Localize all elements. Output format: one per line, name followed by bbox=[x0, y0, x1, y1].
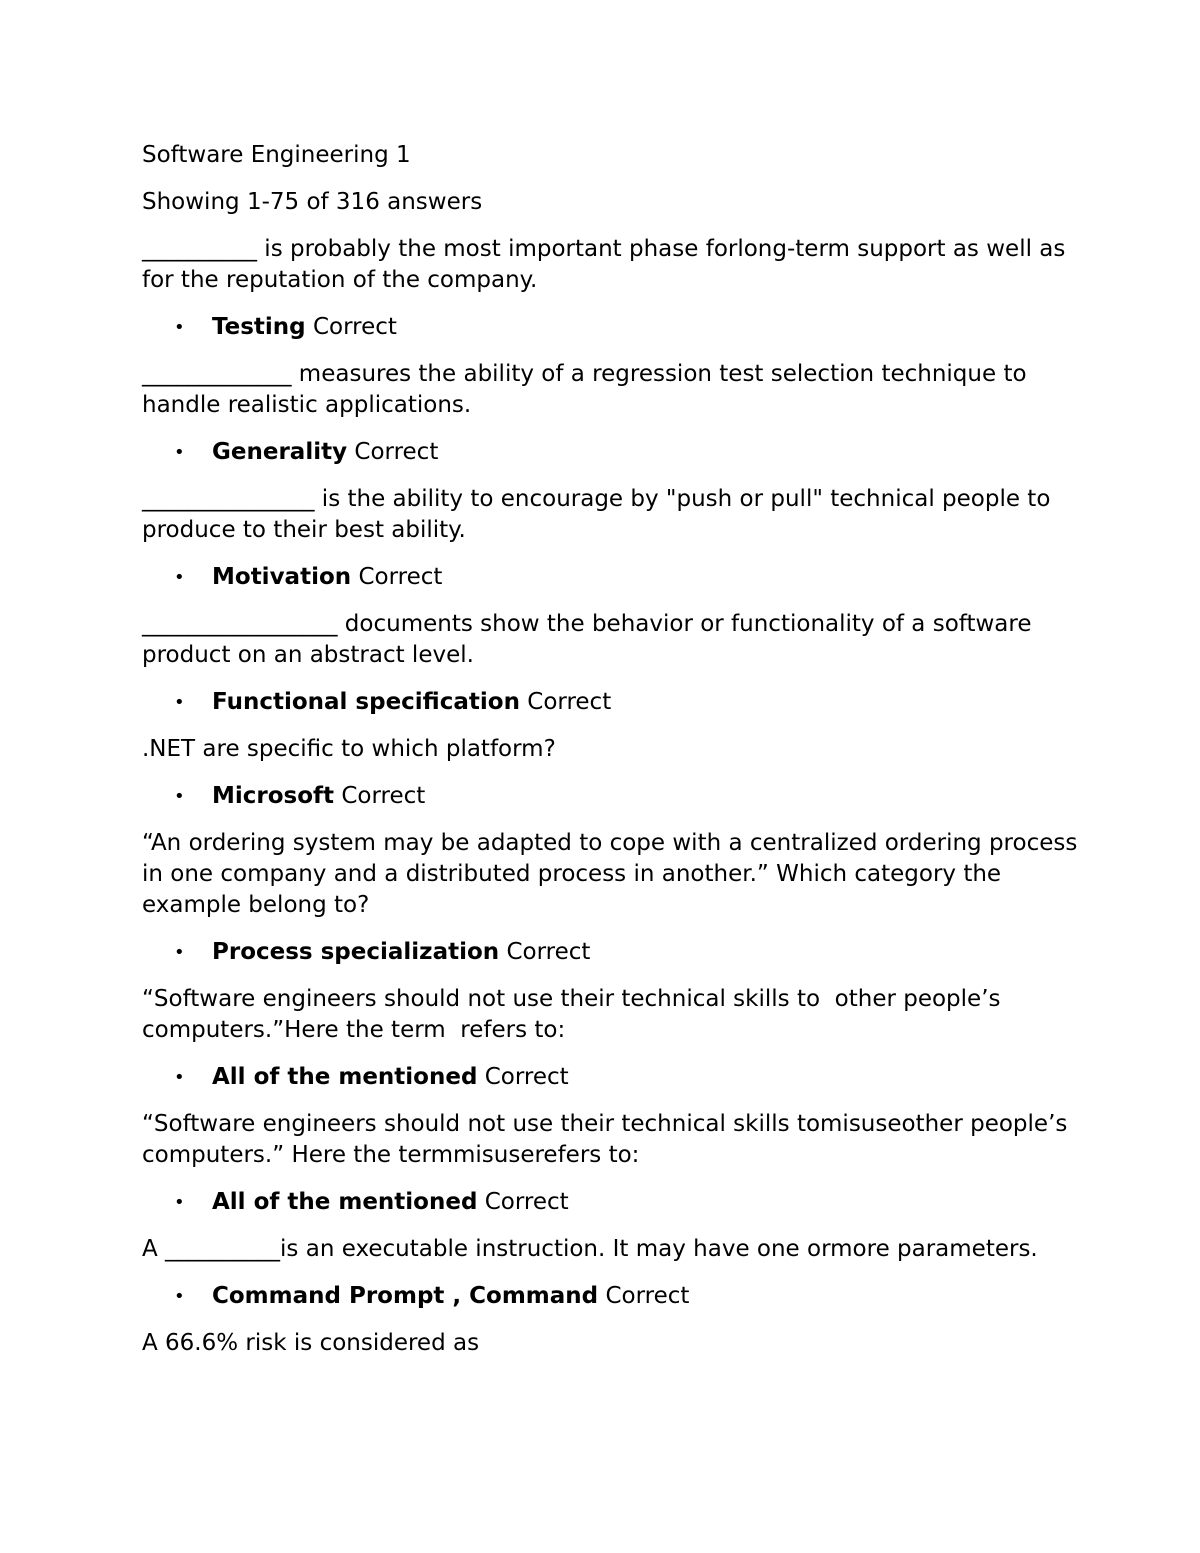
bullet-icon: • bbox=[174, 786, 185, 807]
bullet-icon: • bbox=[174, 1067, 185, 1088]
question-text: __________ is probably the most important phase forlong-term support as well as for the reputation of the company. bbox=[142, 236, 1073, 293]
correct-label: Correct bbox=[506, 939, 591, 965]
answer-item bbox=[142, 781, 1082, 812]
document-page bbox=[142, 140, 1085, 1375]
correct-label: Correct bbox=[341, 783, 426, 809]
correct-label: Correct bbox=[358, 564, 443, 590]
bullet-icon: • bbox=[174, 567, 185, 588]
answer-text: Testing bbox=[212, 314, 306, 340]
answer-text: Command Prompt , Command bbox=[212, 1283, 599, 1309]
correct-label: Correct bbox=[484, 1189, 569, 1215]
qa-item bbox=[142, 484, 1082, 593]
qa-item bbox=[142, 609, 1082, 718]
answer-item bbox=[142, 1187, 1082, 1218]
answer-item bbox=[142, 1062, 1082, 1093]
qa-item bbox=[142, 359, 1082, 468]
qa-item bbox=[142, 1109, 1082, 1218]
question-text: “An ordering system may be adapted to cope with a centralized ordering process in one company and a distributed process in another.” Which category the example belong to? bbox=[142, 830, 1085, 918]
answer-item bbox=[142, 937, 1082, 968]
document-title: Software Engineering 1 bbox=[142, 142, 411, 168]
question-text: “Software engineers should not use their technical skills to other people’s computers.”Here the term refers to: bbox=[142, 986, 1008, 1043]
qa-item bbox=[142, 1234, 1082, 1312]
answer-text: Microsoft bbox=[212, 783, 335, 809]
answer-text: Generality bbox=[212, 439, 348, 465]
bullet-icon: • bbox=[174, 942, 185, 963]
bullet-icon: • bbox=[174, 1286, 185, 1307]
answer-item bbox=[142, 312, 1082, 343]
answer-item bbox=[142, 1281, 1082, 1312]
qa-item bbox=[142, 828, 1085, 968]
bullet-icon: • bbox=[174, 1192, 185, 1213]
correct-label: Correct bbox=[354, 439, 439, 465]
question-text: _______________ is the ability to encourage by "push or pull" technical people to produce to their best ability. bbox=[142, 486, 1058, 543]
question-text: A 66.6% risk is considered as bbox=[142, 1330, 480, 1356]
correct-label: Correct bbox=[605, 1283, 690, 1309]
qa-item bbox=[142, 734, 1082, 812]
answer-item bbox=[142, 562, 1082, 593]
answer-item bbox=[142, 437, 1082, 468]
answer-text: Motivation bbox=[212, 564, 352, 590]
bullet-icon: • bbox=[174, 692, 185, 713]
question-text: _____________ measures the ability of a regression test selection technique to handle realistic applications. bbox=[142, 361, 1034, 418]
qa-item bbox=[142, 984, 1082, 1093]
question-text: _________________ documents show the behavior or functionality of a software product on an abstract level. bbox=[142, 611, 1039, 668]
bullet-icon: • bbox=[174, 442, 185, 463]
answer-text: Functional specification bbox=[212, 689, 520, 715]
qa-item bbox=[142, 234, 1082, 343]
correct-label: Correct bbox=[484, 1064, 569, 1090]
qa-item bbox=[142, 1328, 1082, 1359]
question-text: “Software engineers should not use their technical skills tomisuseother people’s computers.” Here the termmisuserefers to: bbox=[142, 1111, 1075, 1168]
answer-text: Process specialization bbox=[212, 939, 500, 965]
answer-text: All of the mentioned bbox=[212, 1064, 478, 1090]
question-text: .NET are specific to which platform? bbox=[142, 736, 556, 762]
answer-count: Showing 1-75 of 316 answers bbox=[142, 189, 483, 215]
correct-label: Correct bbox=[312, 314, 397, 340]
bullet-icon: • bbox=[174, 317, 185, 338]
answer-item bbox=[142, 687, 1082, 718]
answer-text: All of the mentioned bbox=[212, 1189, 478, 1215]
correct-label: Correct bbox=[527, 689, 612, 715]
question-text: A __________is an executable instruction. It may have one ormore parameters. bbox=[142, 1236, 1038, 1262]
